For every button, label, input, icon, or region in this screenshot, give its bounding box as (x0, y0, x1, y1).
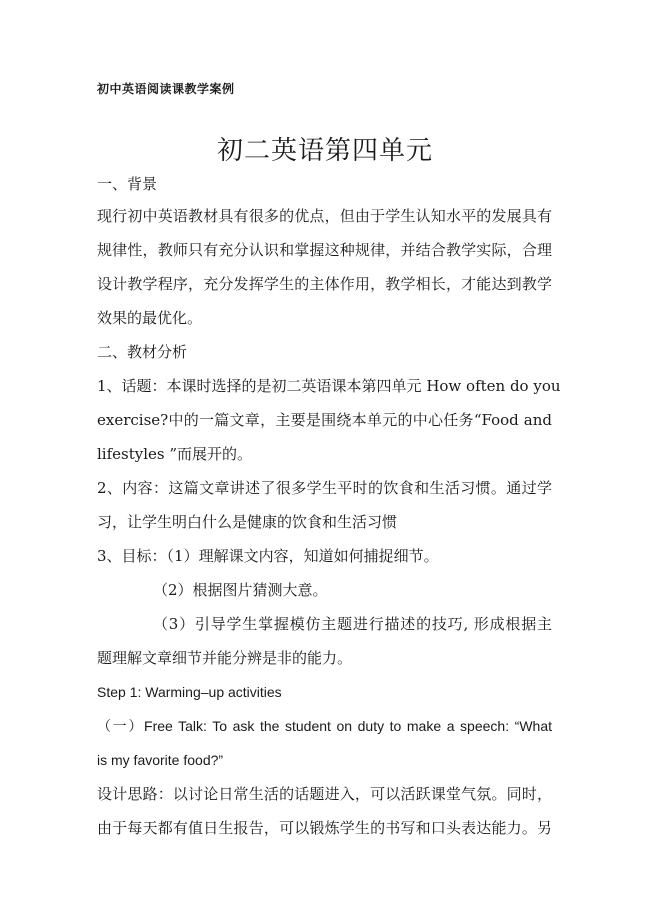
paragraph-line: 规律性，教师只有充分认识和掌握这种规律，并结合教学实际，合理 (97, 241, 552, 259)
topic-line: 1、话题：本课时选择的是初二英语课本第四单元 How often do you (97, 377, 561, 395)
goal-line: 题理解文章细节并能分辨是非的能力。 (97, 649, 353, 667)
step1-heading: Step 1: Warming–up activities (97, 684, 282, 700)
document-title: 初二英语第四单元 (216, 136, 433, 166)
content-line: 2、内容：这篇文章讲述了很多学生平时的饮食和生活习惯。通过学 (97, 479, 552, 497)
design-line: 设计思路：以讨论日常生活的话题进入，可以活跃课堂气氛。同时， (97, 785, 552, 803)
document-header: 初中英语阅读课教学案例 (97, 82, 235, 96)
paragraph-line: 效果的最优化。 (97, 309, 203, 327)
goal-line: 3、目标：（1）理解课文内容，知道如何捕捉细节。 (97, 547, 439, 565)
section-heading-analysis: 二、教材分析 (97, 343, 188, 361)
section-heading-background: 一、背景 (97, 175, 158, 193)
free-talk-line: is my favorite food?” (97, 752, 224, 768)
paragraph-line: 设计教学程序，充分发挥学生的主体作用，教学相长，才能达到教学 (97, 275, 552, 293)
free-talk-line: （一）Free Talk: To ask the student on duty to make a speech: “What (97, 718, 552, 734)
design-line: 由于每天都有值日生报告，可以锻炼学生的书写和口头表达能力。另 (97, 819, 552, 837)
paragraph-line: 现行初中英语教材具有很多的优点，但由于学生认知水平的发展具有 (97, 207, 552, 225)
content-line: 习，让学生明白什么是健康的饮食和生活习惯 (97, 513, 398, 531)
topic-line: lifestyles ”而展开的。 (97, 445, 253, 463)
goal-line: （3）引导学生掌握模仿主题进行描述的技巧, 形成根据主 (153, 615, 552, 633)
goal-line: （2）根据图片猜测大意。 (153, 581, 328, 599)
topic-line: exercise?中的一篇文章，主要是围绕本单元的中心任务“Food and (97, 411, 552, 429)
